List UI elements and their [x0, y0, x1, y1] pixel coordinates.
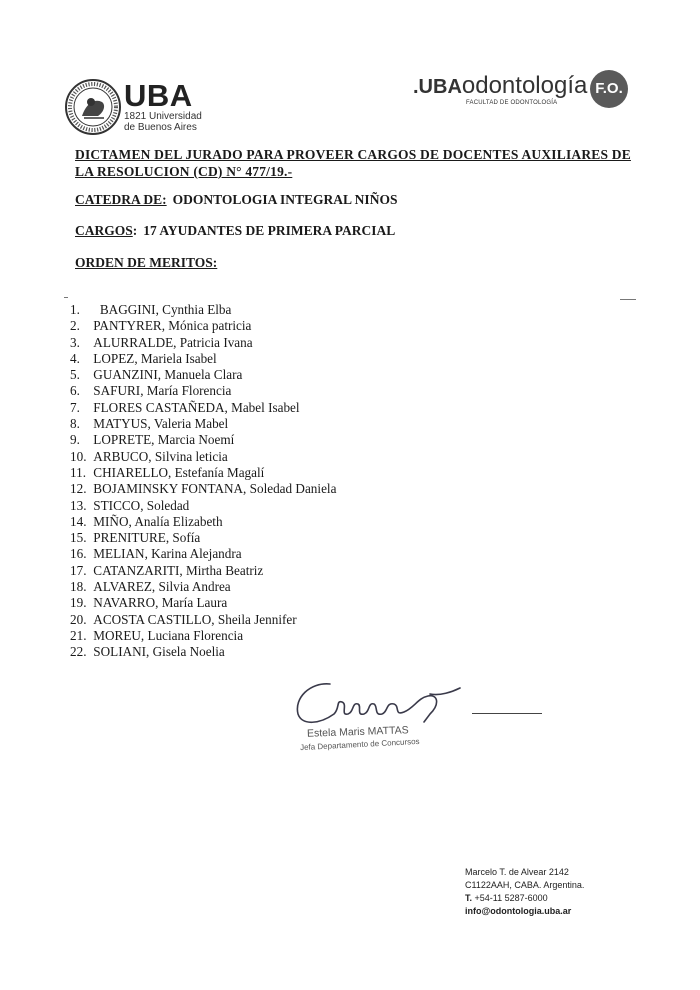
merit-item [70, 498, 490, 514]
merit-item [70, 595, 490, 611]
merit-number: 7. [70, 399, 80, 415]
merit-name: SOLIANI, Gisela Noelia [93, 644, 225, 660]
merit-item [70, 628, 490, 644]
document-title: DICTAMEN DEL JURADO PARA PROVEER CARGOS DE DOCENTES AUXILIARES DE LA RESOLUCION (CD) N° 477/19.- [75, 147, 631, 179]
signature-role: Jefa Departamento de Concursos [299, 736, 420, 753]
merit-number: 5. [70, 367, 80, 383]
merit-number: 4. [70, 350, 80, 366]
merit-number: 22. [70, 644, 87, 660]
merit-number: 11. [70, 464, 86, 480]
merit-name: GUANZINI, Manuela Clara [93, 367, 243, 383]
email-link[interactable]: info@odontologia.uba.ar [465, 906, 572, 916]
merit-number: 15. [70, 530, 87, 546]
cargos-value: 17 AYUDANTES DE PRIMERA PARCIAL [143, 223, 396, 238]
fo-name: odontología [461, 72, 588, 99]
merit-name: BOJAMINSKY FONTANA, Soledad Daniela [93, 481, 337, 497]
merit-name: STICCO, Soledad [93, 497, 190, 513]
merit-item [70, 530, 490, 546]
merit-item [70, 449, 490, 465]
fo-prefix: .UBA [413, 76, 462, 98]
merit-number: 18. [70, 579, 87, 595]
merit-number: 14. [70, 513, 87, 529]
merit-list [70, 302, 490, 661]
merit-name: SAFURI, María Florencia [93, 383, 232, 399]
merit-number: 19. [70, 595, 87, 611]
merit-number: 6. [70, 383, 80, 399]
uba-subtitle-line1: 1821 Universidad [124, 111, 202, 122]
merit-number: 13. [70, 497, 87, 513]
phone-prefix: T. [465, 893, 473, 903]
scan-mark [64, 297, 68, 298]
merit-name: MELIAN, Karina Alejandra [93, 546, 242, 562]
handwritten-signature [290, 674, 480, 730]
merit-number: 21. [70, 627, 87, 643]
merit-name: PANTYRER, Mónica patricia [93, 318, 252, 334]
merit-number: 8. [70, 416, 80, 432]
merit-item [70, 351, 490, 367]
fo-subtitle: FACULTAD DE ODONTOLOGÍA [466, 100, 558, 106]
scan-mark [620, 299, 636, 300]
merit-item [70, 367, 490, 383]
merit-name: LOPEZ, Mariela Isabel [93, 350, 217, 366]
signature-line [472, 713, 542, 714]
uba-subtitle [124, 111, 202, 133]
fo-badge-icon: F.O. [590, 70, 628, 108]
merit-number: 2. [70, 318, 80, 334]
merit-item [70, 416, 490, 432]
merit-item [70, 400, 490, 416]
catedra-label: CATEDRA DE: [75, 192, 167, 207]
cargos-colon: : [132, 223, 138, 238]
merit-name: FLORES CASTAÑEDA, Mabel Isabel [93, 399, 300, 415]
merit-number: 20. [70, 611, 87, 627]
merit-item [70, 644, 490, 660]
phone-number: +54-11 5287-6000 [474, 893, 548, 903]
merit-item [70, 432, 490, 448]
merit-name: BAGGINI, Cynthia Elba [99, 302, 232, 317]
footer-address [465, 866, 584, 918]
merit-item [70, 302, 490, 318]
merit-number: 10. [70, 448, 87, 464]
merit-item [70, 612, 490, 628]
merit-item [70, 579, 490, 595]
merit-item [70, 335, 490, 351]
uba-subtitle-line2: de Buenos Aires [124, 122, 197, 133]
merit-item [70, 383, 490, 399]
merit-name: ALURRALDE, Patricia Ivana [93, 334, 253, 350]
merit-item [70, 514, 490, 530]
cargos-line [75, 223, 395, 239]
merit-item [70, 318, 490, 334]
catedra-value: ODONTOLOGIA INTEGRAL NIÑOS [172, 192, 398, 207]
merit-item [70, 481, 490, 497]
address-line1: Marcelo T. de Alvear 2142 [465, 867, 569, 877]
merit-number: 9. [70, 432, 80, 448]
uba-wordmark: UBA [124, 78, 193, 113]
address-line2: C1122AAH, CABA. Argentina. [465, 880, 585, 890]
merit-name: MIÑO, Analía Elizabeth [93, 513, 223, 529]
merit-name: ACOSTA CASTILLO, Sheila Jennifer [93, 611, 297, 627]
merit-item [70, 563, 490, 579]
merit-name: MOREU, Luciana Florencia [93, 627, 244, 643]
merit-name: LOPRETE, Marcia Noemí [93, 432, 235, 448]
merit-number: 12. [70, 481, 87, 497]
merit-item [70, 465, 490, 481]
merit-name: MATYUS, Valeria Mabel [93, 416, 229, 432]
merit-number: 3. [70, 334, 80, 350]
merit-name: CHIARELLO, Estefanía Magalí [93, 464, 265, 480]
merit-number: 16. [70, 546, 87, 562]
merit-number: 17. [70, 562, 87, 578]
cargos-label: CARGOS [75, 223, 133, 238]
catedra-line [75, 192, 397, 208]
merit-number: 1. [70, 302, 80, 317]
merit-name: NAVARRO, María Laura [93, 595, 228, 611]
merit-name: ALVAREZ, Silvia Andrea [93, 579, 231, 595]
merit-name: PRENITURE, Sofía [93, 530, 201, 546]
orden-heading: ORDEN DE MERITOS: [75, 255, 218, 270]
merit-name: CATANZARITI, Mirtha Beatriz [93, 562, 264, 578]
uba-seal-icon [64, 78, 122, 136]
signature-name: Estela Maris MATTAS [306, 724, 409, 740]
fo-wordmark [413, 72, 587, 100]
merit-name: ARBUCO, Silvina leticia [93, 448, 228, 464]
merit-item [70, 546, 490, 562]
phone-line [465, 892, 584, 905]
